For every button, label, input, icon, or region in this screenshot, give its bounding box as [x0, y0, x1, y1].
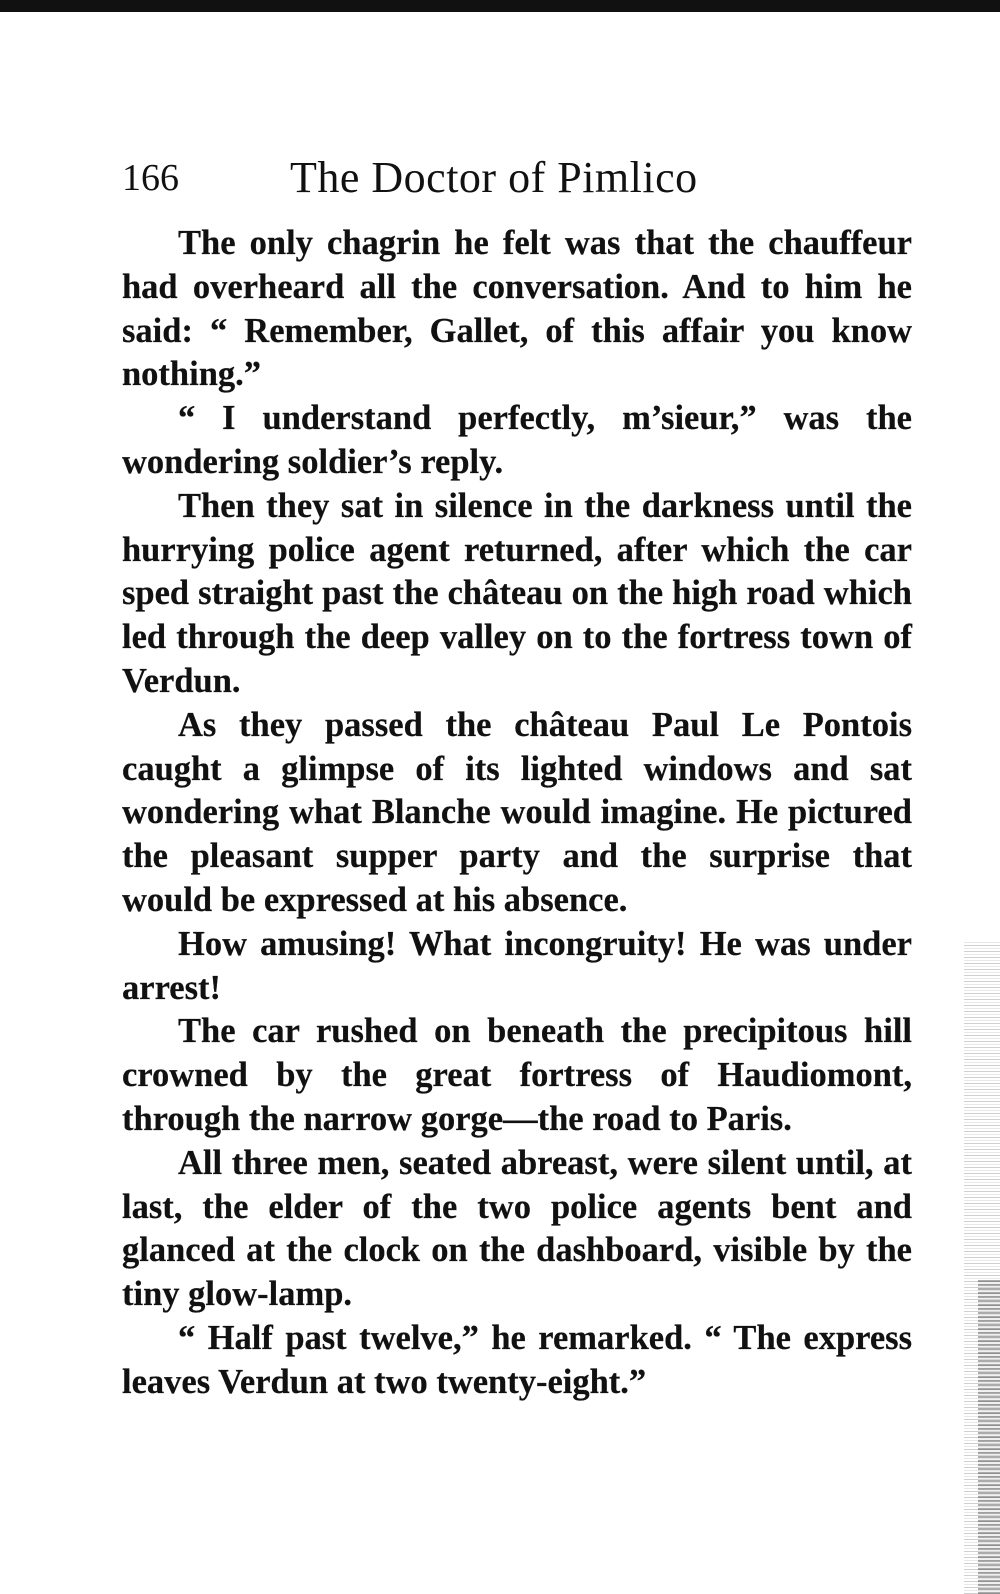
page-number: 166 [122, 157, 179, 199]
paragraph-3: Then they sat in silence in the darkness until the hurrying police agent returned, after which the car sped straight past the château on the high road which led through the deep valley on to the fortress town of Verdun. [122, 486, 912, 700]
paragraph-5: How amusing! What incongruity! He was under arrest! [122, 924, 912, 1007]
running-title: The Doctor of Pimlico [290, 153, 698, 202]
top-border-rule [0, 0, 1000, 12]
page-edge-binding [978, 1280, 1000, 1594]
paragraph-4: As they passed the château Paul Le Pontois caught a glimpse of its lighted windows and sat wondering what Blanche would imagine. He pictured the pleasant supper party and the surprise that would be expressed at his absence. [122, 705, 912, 919]
paragraph-7: All three men, seated abreast, were silent until, at last, the elder of the two police agents bent and glanced at the clock on the dashboard, visible by the tiny glow-lamp. [122, 1143, 912, 1314]
paragraph-8: “ Half past twelve,” he remarked. “ The express leaves Verdun at two twenty-eight.” [122, 1318, 912, 1401]
paragraph-6: The car rushed on beneath the precipitous hill crowned by the great fortress of Haudiomont, through the narrow gorge—the road to Paris. [122, 1012, 912, 1138]
paragraph-1: The only chagrin he felt was that the chauffeur had overheard all the conversation. And to him he said: “ Remember, Gallet, of this affair you know nothing.” [122, 224, 912, 394]
page-header [122, 148, 922, 212]
body-text [122, 222, 912, 1405]
paragraph-2: “ I understand perfectly, m’sieur,” was the wondering soldier’s reply. [122, 399, 912, 481]
